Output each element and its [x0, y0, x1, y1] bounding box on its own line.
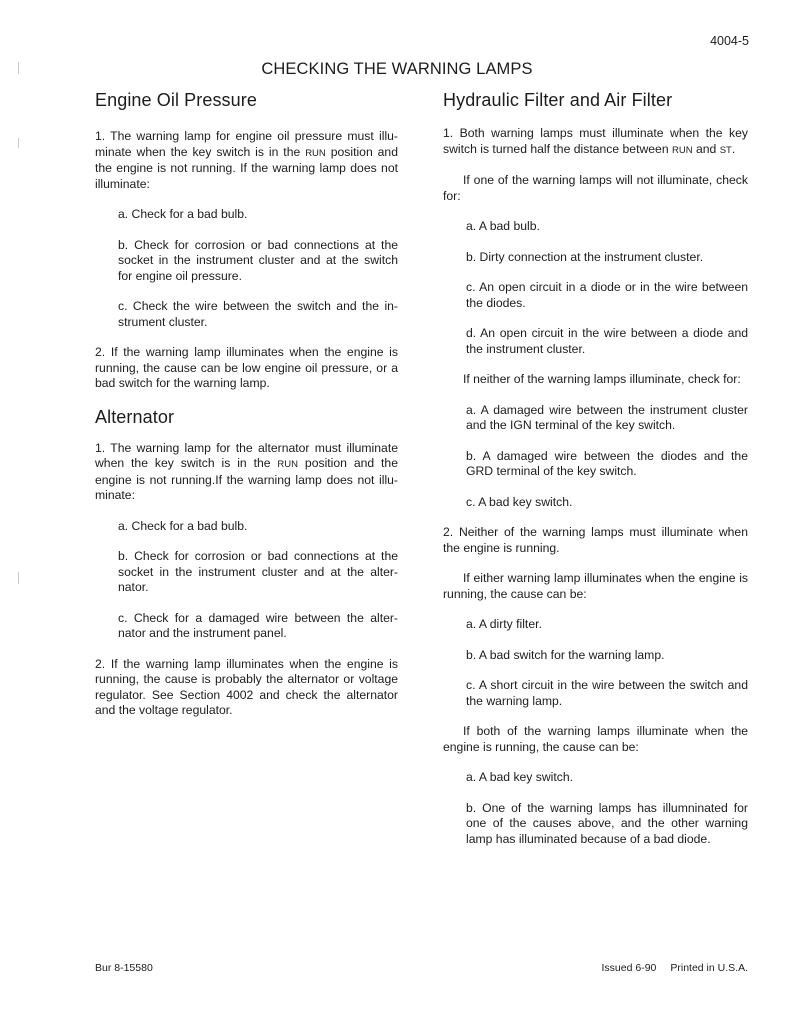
- paragraph: 2. Neither of the warning lamps must illuminate when the engine is running.: [443, 525, 748, 555]
- paragraph: 2. If the warning lamp illuminates when the engine is running, the cause can be low engine oil pressure, or a bad switch for the warning lamp.: [95, 345, 398, 390]
- paragraph: If both of the warning lamps illuminate when the engine is running, the cause can be:: [443, 724, 748, 754]
- footer-info: [602, 962, 749, 974]
- section-heading-alternator: Alternator: [95, 406, 175, 427]
- list-item: b. A bad switch for the warning lamp.: [466, 647, 665, 662]
- list-item: c. Check for a damaged wire between the alter-nator and the instrument panel.: [118, 610, 398, 640]
- issued-date: Issued 6-90: [601, 962, 657, 974]
- paragraph: 1. The warning lamp for engine oil pressure must illu-minate when the key switch is in the RUN position and the engine is not running. If the warning lamp does not illuminate:: [95, 129, 398, 191]
- printed-location: Printed in U.S.A.: [670, 962, 748, 974]
- list-item: c. A short circuit in the wire between the switch and the warning lamp.: [466, 678, 748, 708]
- list-item: b. One of the warning lamps has illumninated for one of the causes above, and the other warning lamp has illuminated because of a bad diode.: [466, 800, 748, 846]
- right-column: [443, 90, 748, 862]
- list-item: b. Check for corrosion or bad connections at the socket in the instrument cluster and at the alter-nator.: [118, 549, 398, 594]
- list-item: a. Check for a bad bulb.: [118, 518, 248, 533]
- list-item: a. A dirty filter.: [466, 617, 542, 631]
- list-item: c. An open circuit in a diode or in the wire between the diodes.: [466, 280, 748, 310]
- paragraph: If neither of the warning lamps illuminate, check for:: [463, 372, 741, 386]
- page-number: 4004-5: [710, 34, 749, 48]
- page-title: CHECKING THE WARNING LAMPS: [261, 60, 533, 78]
- binding-mark: [18, 138, 19, 148]
- binding-mark: [18, 572, 19, 584]
- list-item: d. An open circuit in the wire between a diode and the instrument cluster.: [466, 326, 748, 356]
- list-item: b. Dirty connection at the instrument cluster.: [466, 249, 704, 264]
- list-item: b. Check for corrosion or bad connections at the socket in the instrument cluster and at the switch for engine oil pressure.: [118, 237, 398, 283]
- paragraph: 1. Both warning lamps must illuminate when the key switch is turned half the distance between RUN and ST.: [443, 126, 748, 156]
- paragraph: 1. The warning lamp for the alternator must illuminate when the key switch is in the RUN position and the engine is not running.If the warning lamp does not illu-minate:: [95, 440, 398, 502]
- list-item: b. A damaged wire between the diodes and the GRD terminal of the key switch.: [466, 448, 748, 478]
- section-heading-engine-oil-pressure: Engine Oil Pressure: [95, 90, 257, 110]
- list-item: c. A bad key switch.: [466, 494, 573, 509]
- document-number: Bur 8-15580: [95, 962, 153, 974]
- left-column: [95, 90, 398, 734]
- list-item: a. A bad bulb.: [466, 219, 540, 233]
- list-item: a. A bad key switch.: [466, 770, 574, 784]
- list-item: a. Check for a bad bulb.: [118, 207, 248, 221]
- list-item: a. A damaged wire between the instrument cluster and the IGN terminal of the key switch.: [466, 402, 748, 432]
- paragraph: 2. If the warning lamp illuminates when the engine is running, the cause is probably the alternator or voltage regulator. See Section 4002 and check the alternator and the voltage regulator.: [95, 656, 398, 717]
- paragraph: If one of the warning lamps will not illuminate, check for:: [443, 173, 748, 203]
- section-heading-hydraulic-air-filter: Hydraulic Filter and Air Filter: [443, 90, 673, 110]
- list-item: c. Check the wire between the switch and the in-strument cluster.: [118, 299, 398, 329]
- paragraph: If either warning lamp illuminates when the engine is running, the cause can be:: [443, 571, 748, 601]
